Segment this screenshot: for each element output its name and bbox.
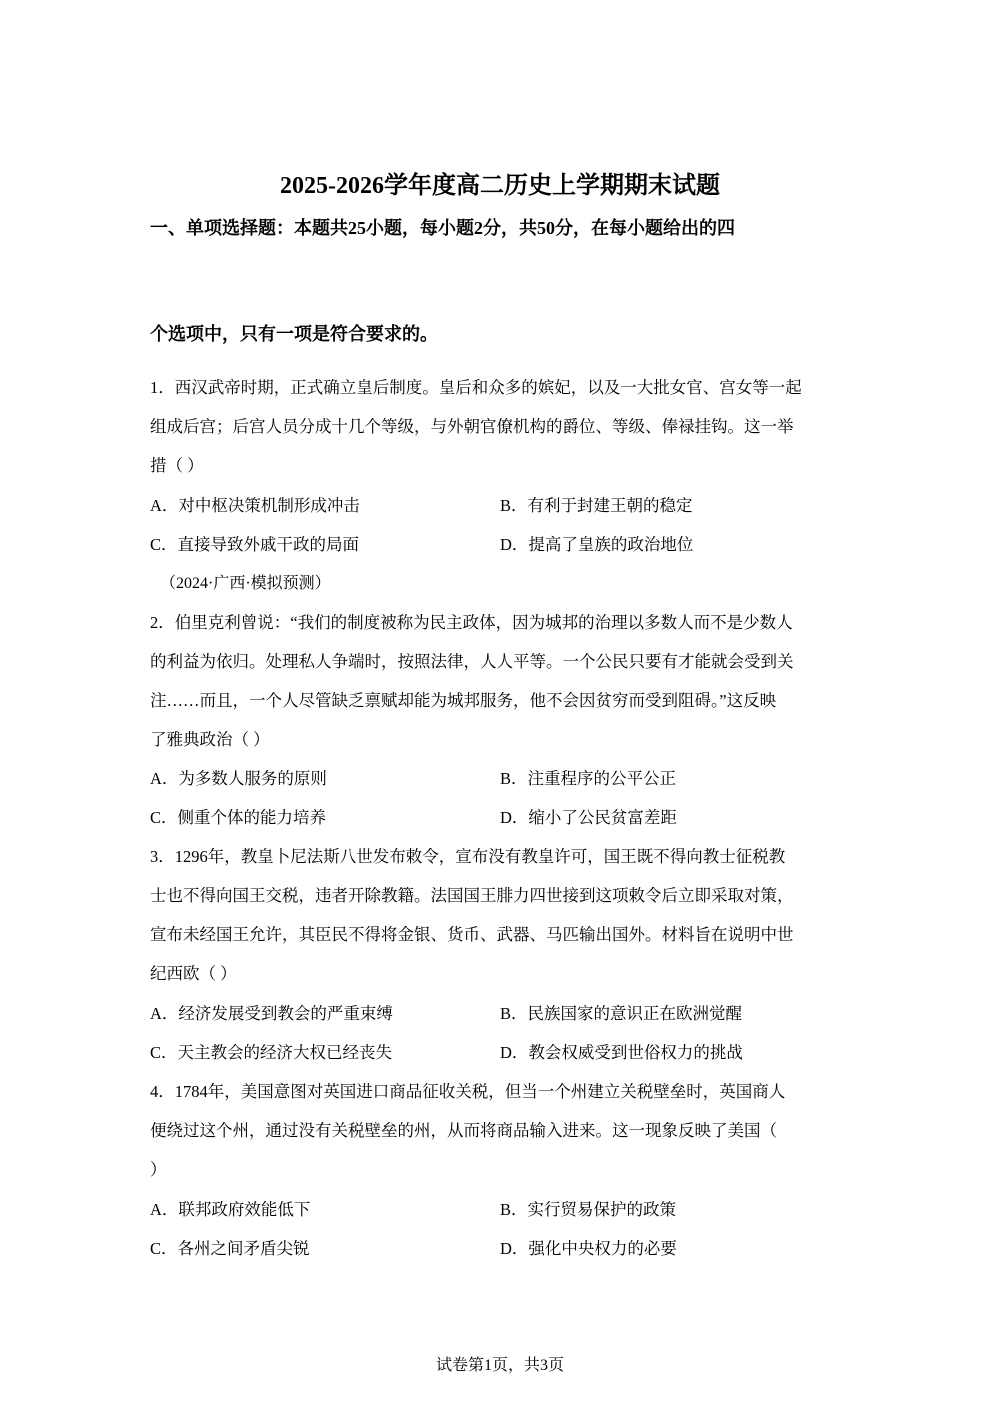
- q4-stem-line-2: 便绕过这个州，通过没有关税壁垒的州，从而将商品输入进来。这一现象反映了美国（: [150, 1121, 777, 1140]
- section-heading-line-1: 一、单项选择题：本题共25小题，每小题2分，共50分，在每小题给出的四: [150, 218, 735, 238]
- q2-stem-line-4: 了雅典政治（ ）: [150, 730, 270, 749]
- q4-option-d: D．强化中央权力的必要: [500, 1239, 677, 1258]
- q4-option-b: B．实行贸易保护的政策: [500, 1200, 677, 1219]
- page-footer: 试卷第1页，共3页: [435, 1357, 564, 1374]
- q3-option-a: A．经济发展受到教会的严重束缚: [150, 1004, 393, 1023]
- q1-option-b: B．有利于封建王朝的稳定: [500, 496, 693, 515]
- q3-stem-line-3: 宣布未经国王允许，其臣民不得将金银、货币、武器、马匹输出国外。材料旨在说明中世: [150, 925, 794, 944]
- q2-option-c: C．侧重个体的能力培养: [150, 808, 327, 827]
- q2-option-a: A．为多数人服务的原则: [150, 769, 327, 788]
- q3-stem-line-2: 士也不得向国王交税，违者开除教籍。法国国王腓力四世接到这项敕令后立即采取对策，: [150, 886, 794, 905]
- q3-stem-line-1: 3．1296年，教皇卜尼法斯八世发布敕令，宣布没有教皇许可，国王既不得向教士征税教: [150, 847, 786, 866]
- q3-option-b: B．民族国家的意识正在欧洲觉醒: [500, 1004, 743, 1023]
- q1-option-c: C．直接导致外戚干政的局面: [150, 535, 360, 554]
- q4-option-a: A．联邦政府效能低下: [150, 1200, 311, 1219]
- q1-stem-line-1: 1．西汉武帝时期，正式确立皇后制度。皇后和众多的嫔妃，以及一大批女官、宫女等一起: [150, 378, 802, 397]
- q2-stem-line-2: 的利益为依归。处理私人争端时，按照法律，人人平等。一个公民只要有才能就会受到关: [150, 652, 794, 671]
- q2-option-b: B．注重程序的公平公正: [500, 769, 677, 788]
- q4-stem-line-1: 4．1784年，美国意图对英国进口商品征收关税，但当一个州建立关税壁垒时，英国商人: [150, 1082, 786, 1101]
- q2-stem-line-3: 注……而且，一个人尽管缺乏禀赋却能为城邦服务，他不会因贫穷而受到阻碍。”这反映: [150, 691, 777, 710]
- q2-stem-line-1: 2．伯里克利曾说：“我们的制度被称为民主政体，因为城邦的治理以多数人而不是少数人: [150, 613, 793, 632]
- page-title: 2025-2026学年度高二历史上学期期末试题: [280, 173, 720, 199]
- q4-stem-line-3: ）: [150, 1160, 167, 1179]
- q1-option-a: A．对中枢决策机制形成冲击: [150, 496, 360, 515]
- q1-stem-line-3: 措（ ）: [150, 456, 204, 475]
- q3-stem-line-4: 纪西欧（ ）: [150, 964, 237, 983]
- q2-source: （2024·广西·模拟预测）: [160, 575, 331, 592]
- q4-option-c: C．各州之间矛盾尖锐: [150, 1239, 310, 1258]
- q1-option-d: D．提高了皇族的政治地位: [500, 535, 694, 554]
- section-heading-line-2: 个选项中，只有一项是符合要求的。: [150, 324, 438, 344]
- q2-option-d: D．缩小了公民贫富差距: [500, 808, 677, 827]
- q3-option-d: D．教会权威受到世俗权力的挑战: [500, 1043, 743, 1062]
- q3-option-c: C．天主教会的经济大权已经丧失: [150, 1043, 393, 1062]
- q1-stem-line-2: 组成后宫；后宫人员分成十几个等级，与外朝官僚机构的爵位、等级、俸禄挂钩。这一举: [150, 417, 794, 436]
